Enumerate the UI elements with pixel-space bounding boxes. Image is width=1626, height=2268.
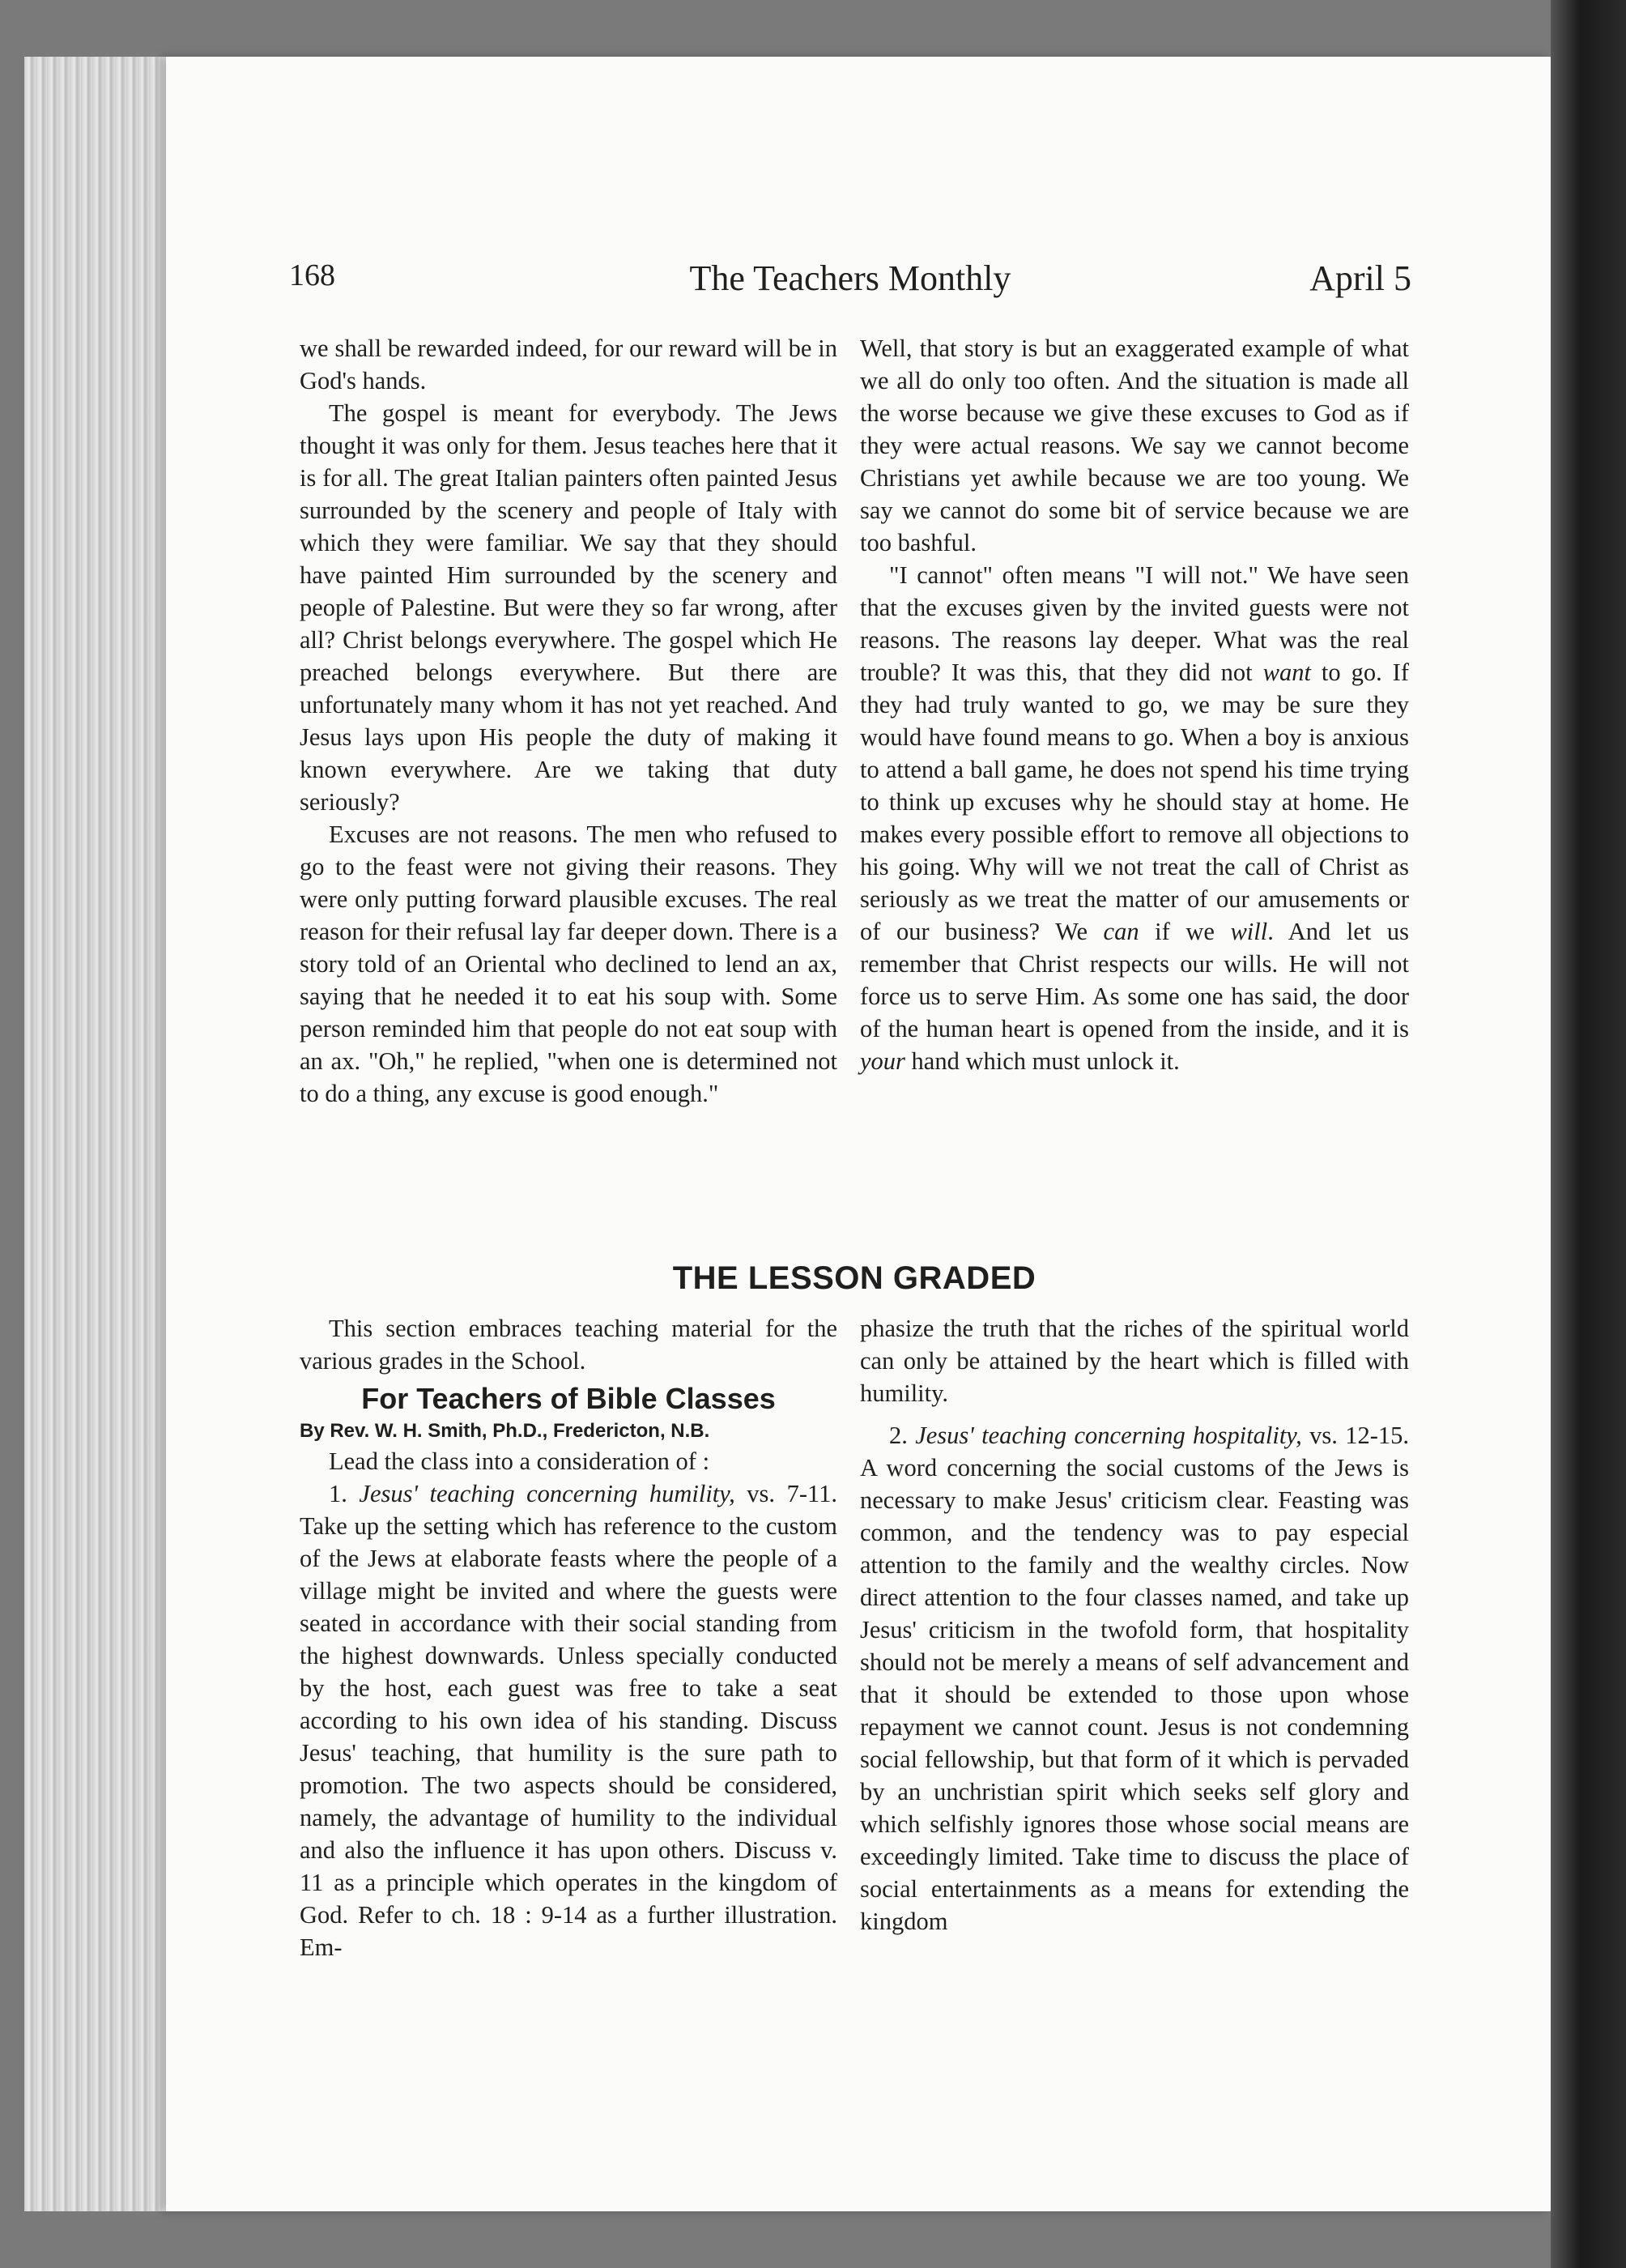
facing-page-shadow xyxy=(1551,0,1626,2268)
page-number: 168 xyxy=(289,258,335,292)
paragraph: phasize the truth that the riches of the spiritual world can only be attained by the heart which is filled with humility. xyxy=(860,1315,1409,1407)
paragraph: we shall be rewarded indeed, for our reward will be in God's hands. xyxy=(300,335,837,394)
left-column-bottom xyxy=(300,1312,837,1963)
paragraph: The gospel is meant for everybody. The Jews thought it was only for them. Jesus teaches here that it is for all. The great Italian painters often painted Jesus surrounded by the scenery and people of Italy with which they were familiar. We say that they should have painted Him surrounded by the scenery and people of Palestine. But were they so far wrong, after all? Christ belongs everywhere. The gospel which He preached belongs everywhere. But there are unfortunately many whom it has not yet reached. And Jesus lays upon His people the duty of making it known everywhere. Are we taking that duty seriously? xyxy=(300,399,837,816)
emphasis-your: your xyxy=(860,1047,905,1075)
paragraph: Well, that story is but an exaggerated example of what we all do only too often. And the situation is made all the worse because we give these excuses to God as if they were actual reasons. We say we cannot become Christians yet awhile because we are too young. We say we cannot do some bit of service because we are too bashful. xyxy=(860,335,1409,556)
book-page-edges xyxy=(24,57,170,2211)
emphasis-can: can xyxy=(1103,918,1139,945)
paragraph: Lead the class into a consideration of : xyxy=(329,1447,710,1475)
running-head xyxy=(289,258,1411,314)
journal-title: The Teachers Monthly xyxy=(689,258,1011,298)
issue-date: April 5 xyxy=(1309,258,1411,298)
section-heading: THE LESSON GRADED xyxy=(672,1260,1036,1296)
intro-paragraph: This section embraces teaching material for the various grades in the School. xyxy=(300,1315,837,1375)
paragraph: 2. Jesus' teaching concerning hospitality, vs. 12-15. A word concerning the social customs of the Jews is necessary to make Jesus' criticism clear. Feasting was common, and the tendency was to pay especial attention to the family and the wealthy circles. Now direct attention to the four classes named, and take up Jesus' criticism in the twofold form, that hospitality should not be merely a means of self advancement and that it should be extended to those upon whose repayment we cannot count. Jesus is not condemning social fellowship, but that form of it which is pervaded by an unchristian spirit which seeks self glory and which selfishly ignores those whose social means are exceedingly limited. Take time to discuss the place of social entertainments as a means for extending the kingdom xyxy=(860,1422,1409,1935)
item-title: Jesus' teaching concerning humility, xyxy=(359,1480,735,1507)
paragraph: "I cannot" often means "I will not." We have seen that the excuses given by the invited guests were not reasons. The reasons lay deeper. What was the real trouble? It was this, that they did not want to go. If they had truly wanted to go, we may be sure they would have found means to go. When a boy is anxious to attend a ball game, he does not spend his time trying to think up excuses why he should stay at home. He makes every possible effort to remove all objections to his going. Why will we not treat the call of Christ as seriously as we treat the matter of our amusements or of our business? We can if we will. And let us remember that Christ respects our wills. He will not force us to serve Him. As some one has said, the door of the human heart is opened from the inside, and it is your hand which must unlock it. xyxy=(860,561,1409,1075)
emphasis-will: will xyxy=(1230,918,1268,945)
paragraph: 1. Jesus' teaching concerning humility, vs. 7-11. Take up the setting which has reference to the custom of the Jews at elaborate feasts where the people of a village might be invited and where the guests were seated in accordance with their social standing from the highest downwards. Unless specially conducted by the host, each guest was free to take a seat according to his own idea of his standing. Discuss Jesus' teaching, that humility is the sure path to promotion. The two aspects should be considered, namely, the advantage of humility to the individual and also the influence it has upon others. Discuss v. 11 as a principle which operates in the kingdom of God. Refer to ch. 18 : 9-14 as a further illustration. Em- xyxy=(300,1480,837,1961)
paragraph: Excuses are not reasons. The men who refused to go to the feast were not giving their reasons. They were only putting forward plausible excuses. The real reason for their refusal lay far deeper down. There is a story told of an Oriental who declined to lend an ax, saying that he needed it to eat his soup with. Some person reminded him that people do not eat soup with an ax. "Oh," he replied, "when one is determined not to do a thing, any excuse is good enough." xyxy=(300,821,837,1107)
item-title: Jesus' teaching concerning hospitality, xyxy=(915,1422,1302,1449)
emphasis-want: want xyxy=(1262,659,1311,686)
left-column-top xyxy=(300,332,837,1110)
subheading: For Teachers of Bible Classes xyxy=(361,1382,776,1415)
right-column-top xyxy=(860,332,1409,1077)
byline: By Rev. W. H. Smith, Ph.D., Fredericton, N.B. xyxy=(300,1420,710,1442)
right-column-bottom xyxy=(860,1312,1409,1938)
